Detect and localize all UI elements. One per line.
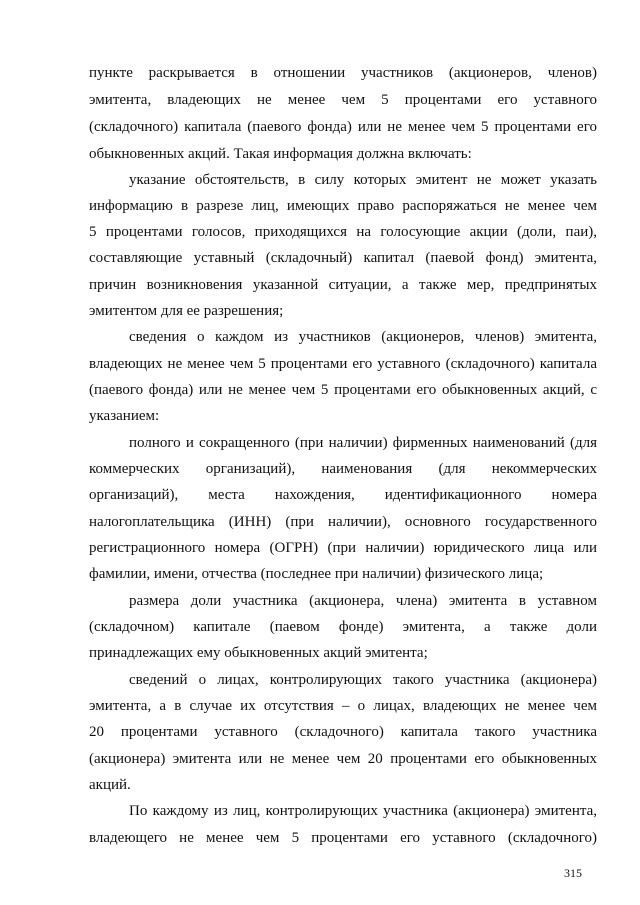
page-number: 315 — [564, 866, 582, 880]
text-line: пункте раскрывается в отношении участников (акционеров, членов) — [89, 65, 597, 81]
text-line: налогоплательщика (ИНН) (при наличии), основного государственного — [89, 514, 597, 530]
text-line: принадлежащих ему обыкновенных акций эмитента; — [89, 645, 428, 661]
text-line: коммерческих организаций), наименования (для некоммерческих — [89, 461, 597, 477]
text-line: полного и сокращенного (при наличии) фирменных наименований (для — [129, 435, 597, 451]
text-line: владеющих не менее чем 5 процентами его уставного (складочного) капитала — [89, 356, 597, 372]
text-line: сведений о лицах, контролирующих такого участника (акционера) — [129, 672, 597, 688]
text-line: указание обстоятельств, в силу которых эмитент не может указать — [129, 172, 597, 188]
text-line: фамилии, имени, отчества (последнее при наличии) физического лица; — [89, 566, 544, 582]
text-line: эмитентом для ее разрешения; — [89, 303, 284, 319]
text-line: 5 процентами голосов, приходящихся на голосующие акции (доли, паи), — [89, 224, 597, 240]
text-line: обыкновенных акций. Такая информация должна включать: — [89, 146, 472, 162]
text-line: владеющего не менее чем 5 процентами его уставного (складочного) — [89, 830, 597, 846]
text-line: (акционера) эмитента или не менее чем 20 процентами его обыкновенных — [89, 751, 597, 767]
text-line: (складочного) капитала (паевого фонда) или не менее чем 5 процентами его — [89, 119, 597, 135]
text-line: сведения о каждом из участников (акционеров, членов) эмитента, — [129, 329, 597, 345]
text-line: размера доли участника (акционера, члена) эмитента в уставном — [129, 593, 597, 609]
text-line: По каждому из лиц, контролирующих участника (акционера) эмитента, — [129, 803, 597, 819]
text-line: (складочном) капитале (паевом фонде) эмитента, а также доли — [89, 619, 597, 635]
text-line: указанием: — [89, 408, 160, 424]
text-line: эмитента, а в случае их отсутствия – о лицах, владеющих не менее чем — [89, 698, 597, 714]
text-line: акций. — [89, 777, 131, 793]
text-line: регистрационного номера (ОГРН) (при наличии) юридического лица или — [89, 540, 597, 556]
text-line: информацию в разрезе лиц, имеющих право распоряжаться не менее чем — [89, 198, 597, 214]
text-line: (паевого фонда) или не менее чем 5 процентами его обыкновенных акций, с — [89, 382, 597, 398]
text-line: составляющие уставный (складочный) капитал (паевой фонд) эмитента, — [89, 250, 597, 266]
text-line: эмитента, владеющих не менее чем 5 процентами его уставного — [89, 92, 597, 108]
text-line: причин возникновения указанной ситуации, а также мер, предпринятых — [89, 277, 597, 293]
text-line: 20 процентами уставного (складочного) капитала такого участника — [89, 724, 597, 740]
text-line: организаций), места нахождения, идентификационного номера — [89, 487, 597, 503]
